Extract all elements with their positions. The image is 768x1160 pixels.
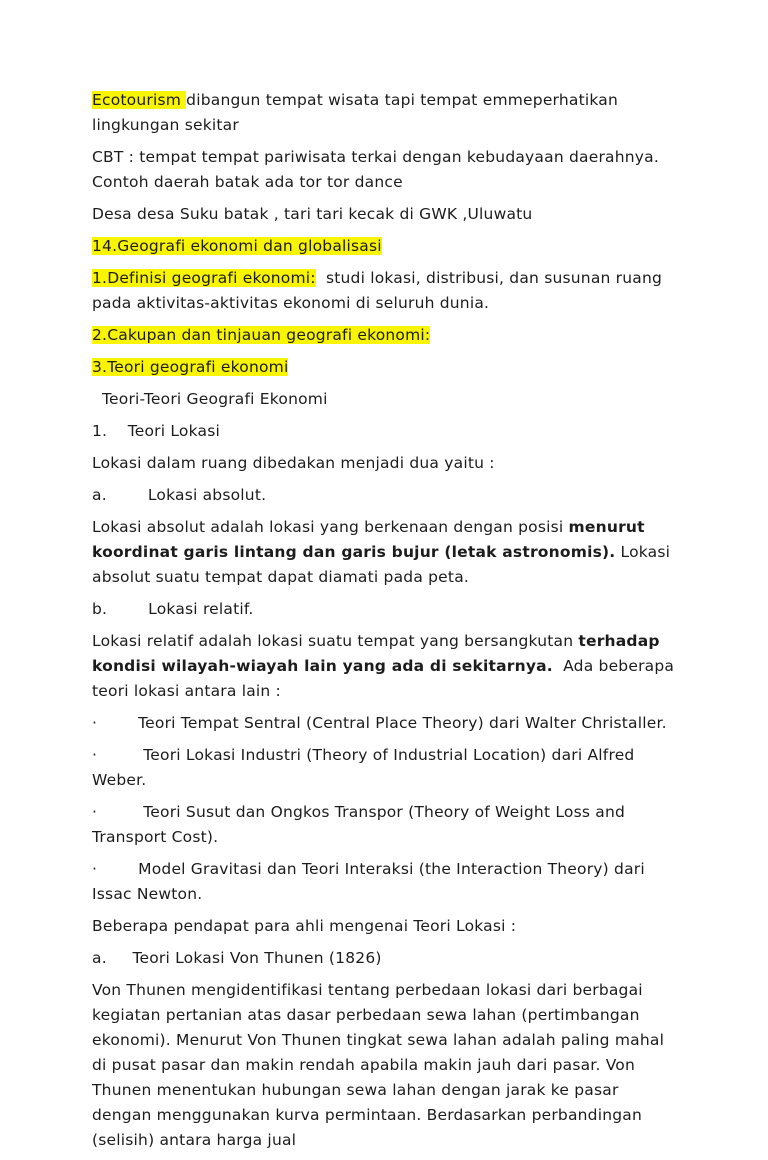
paragraph-lokasi-absolut bbox=[92, 515, 678, 590]
paragraph-lokasi-relatif bbox=[92, 629, 678, 704]
paragraph-von-thunen bbox=[92, 978, 678, 1153]
paragraph-cbt bbox=[92, 145, 678, 195]
paragraph-lokasi-ruang bbox=[92, 451, 678, 476]
heading-cakupan bbox=[92, 323, 678, 348]
text-run: Lokasi relatif adalah lokasi suatu tempat yang bersangkutan bbox=[92, 632, 579, 650]
text-run: a. Lokasi absolut. bbox=[92, 486, 267, 504]
text-run: Ada beberapa teori lokasi antara lain : bbox=[92, 657, 680, 700]
paragraph-ecotourism bbox=[92, 88, 678, 138]
text-run: Lokasi absolut adalah lokasi yang berkenaan dengan posisi bbox=[92, 518, 569, 536]
list-item-teori-lokasi bbox=[92, 419, 678, 444]
list-item-von-thunen bbox=[92, 946, 678, 971]
text-run: · Teori Tempat Sentral (Central Place Theory) dari Walter Christaller. bbox=[92, 714, 667, 732]
document-body bbox=[92, 88, 678, 1160]
text-run: Lokasi dalam ruang dibedakan menjadi dua yaitu : bbox=[92, 454, 495, 472]
text-run: Lokasi absolut suatu tempat dapat diamati pada peta. bbox=[92, 543, 676, 586]
bullet-central-place bbox=[92, 711, 678, 736]
text-run: a. Teori Lokasi Von Thunen (1826) bbox=[92, 949, 382, 967]
text-run: studi lokasi, distribusi, dan susunan ruang pada aktivitas-aktivitas ekonomi di seluruh dunia. bbox=[92, 269, 668, 312]
highlighted-text: Ecotourism bbox=[92, 91, 187, 109]
text-run: b. Lokasi relatif. bbox=[92, 600, 254, 618]
heading-14-geografi-ekonomi bbox=[92, 234, 678, 259]
text-run: Beberapa pendapat para ahli mengenai Teori Lokasi : bbox=[92, 917, 517, 935]
heading-teori bbox=[92, 355, 678, 380]
text-run: · Teori Susut dan Ongkos Transpor (Theory of Weight Loss and Transport Cost). bbox=[92, 803, 631, 846]
text-run: Desa desa Suku batak , tari tari kecak di GWK ,Uluwatu bbox=[92, 205, 533, 223]
highlighted-text: 14.Geografi ekonomi dan globalisasi bbox=[92, 237, 382, 255]
paragraph-definisi bbox=[92, 266, 678, 316]
bold-text: terhadap kondisi wilayah-wiayah lain yang ada di sekitarnya. bbox=[92, 632, 666, 675]
text-run: · Teori Lokasi Industri (Theory of Industrial Location) dari Alfred Weber. bbox=[92, 746, 640, 789]
text-run: dibangun tempat wisata tapi tempat emmeperhatikan lingkungan sekitar bbox=[92, 91, 624, 134]
bullet-gravitation bbox=[92, 857, 678, 907]
highlighted-text: 2.Cakupan dan tinjauan geografi ekonomi: bbox=[92, 326, 431, 344]
text-run: Teori-Teori Geografi Ekonomi bbox=[102, 390, 328, 408]
text-run: Von Thunen mengidentifikasi tentang perbedaan lokasi dari berbagai kegiatan pertanian atas dasar perbedaan sewa lahan (pertimbangan ekonomi). Menurut Von Thunen tingkat sewa lahan adalah paling mahal di pusat pasar dan makin rendah apabila makin jauh dari pasar. Von Thunen menentukan hubungan sewa lahan dengan jarak ke pasar dengan menggunakan kurva permintaan. Berdasarkan perbandingan (selisih) antara harga jual bbox=[92, 981, 670, 1149]
text-run: CBT : tempat tempat pariwisata terkai dengan kebudayaan daerahnya. Contoh daerah batak ada tor tor dance bbox=[92, 148, 665, 191]
bold-text: menurut koordinat garis lintang dan garis bujur (letak astronomis). bbox=[92, 518, 651, 561]
bullet-weight-loss bbox=[92, 800, 678, 850]
highlighted-text: 1.Definisi geografi ekonomi: bbox=[92, 269, 316, 287]
paragraph-pendapat-ahli bbox=[92, 914, 678, 939]
list-item-lokasi-relatif bbox=[92, 597, 678, 622]
subheading-teori-teori bbox=[92, 387, 678, 412]
bullet-industrial-location bbox=[92, 743, 678, 793]
highlighted-text: 3.Teori geografi ekonomi bbox=[92, 358, 289, 376]
list-item-lokasi-absolut bbox=[92, 483, 678, 508]
paragraph-desa bbox=[92, 202, 678, 227]
text-run: 1. Teori Lokasi bbox=[92, 422, 220, 440]
text-run: · Model Gravitasi dan Teori Interaksi (the Interaction Theory) dari Issac Newton. bbox=[92, 860, 650, 903]
